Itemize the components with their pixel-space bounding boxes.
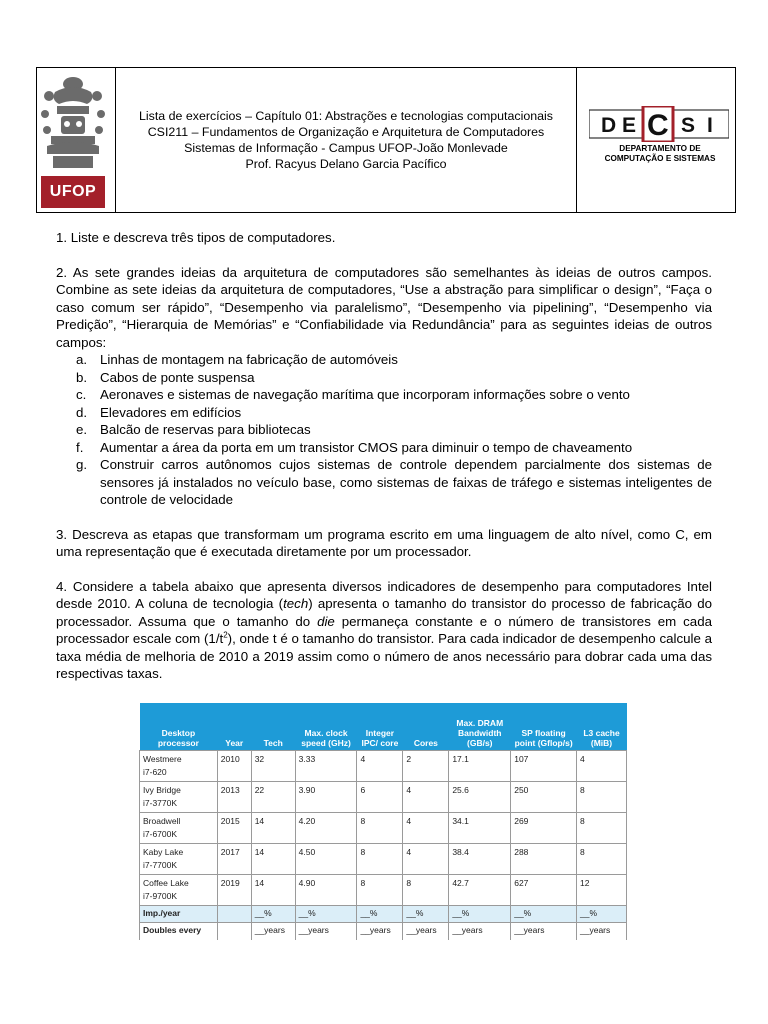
column-header: Max. clock speed (GHz) (295, 703, 357, 751)
header-line-3: Sistemas de Informação - Campus UFOP-João Monlevade (184, 141, 508, 155)
ufop-emblem-icon (41, 74, 105, 170)
table-header-row (140, 703, 627, 751)
table-cell: 2017 (217, 844, 251, 875)
list-item: g. Construir carros autônomos cujos sistemas de controle dependem parcialmente dos sistemas de sensores já instalados no veículo base, como sistemas de faixas de tráfego e sistemas inteligentes de controle de velocidade (76, 457, 712, 507)
table-cell: 3.33 (295, 751, 357, 782)
table-row (140, 751, 627, 782)
column-header: Year (217, 703, 251, 751)
processor-name-cell (140, 875, 218, 906)
answer-cell: __years (295, 923, 357, 940)
processor-family: Coffee Lake (143, 878, 189, 888)
table-cell: 14 (251, 844, 295, 875)
improvement-row (140, 906, 627, 923)
processor-table (139, 703, 627, 940)
table-cell: 8 (357, 813, 403, 844)
decsi-letter-i: I (707, 114, 713, 137)
table-cell: 627 (511, 875, 577, 906)
table-cell: 4 (403, 844, 449, 875)
processor-family: Kaby Lake (143, 847, 184, 857)
decsi-caption-line-1: DEPARTAMENTO DE (619, 144, 701, 153)
processor-name-cell (140, 844, 218, 875)
processor-model: i7-3770K (143, 798, 178, 808)
decsi-letter-c: C (647, 109, 669, 142)
answer-cell: __years (449, 923, 511, 940)
table-cell: 14 (251, 813, 295, 844)
header-line-4: Prof. Racyus Delano Garcia Pacífico (245, 157, 447, 171)
answer-cell (217, 906, 251, 923)
answer-cell: __years (357, 923, 403, 940)
question-2-items (56, 351, 712, 509)
answer-cell: __% (357, 906, 403, 923)
decsi-letter-d: D (601, 114, 617, 137)
table-cell: 2019 (217, 875, 251, 906)
processor-model: i7-7700K (143, 860, 178, 870)
processor-model: i7-9700K (143, 891, 178, 901)
table-cell: 17.1 (449, 751, 511, 782)
decsi-caption (587, 144, 733, 164)
answer-cell: __% (403, 906, 449, 923)
table-cell: 4 (403, 782, 449, 813)
table-cell: 25.6 (449, 782, 511, 813)
answer-cell: __% (251, 906, 295, 923)
ufop-label: UFOP (41, 176, 105, 208)
answer-cell: __years (577, 923, 627, 940)
table-row (140, 813, 627, 844)
ufop-logo (37, 68, 116, 212)
decsi-caption-line-2: COMPUTAÇÃO E SISTEMAS (604, 154, 716, 163)
table-cell: 8 (577, 813, 627, 844)
question-3: 3. Descreva as etapas que transformam um programa escrito em uma linguagem de alto nível, como C, em uma representação que é executada diretamente por um processador. (56, 526, 712, 559)
decsi-logo (577, 68, 735, 212)
table-cell: 4 (577, 751, 627, 782)
processor-family: Ivy Bridge (143, 785, 181, 795)
answer-cell: __years (403, 923, 449, 940)
table-cell: 32 (251, 751, 295, 782)
row-label: Imp./year (140, 906, 218, 923)
table-cell: 4 (357, 751, 403, 782)
decsi-wordmark-icon (589, 106, 729, 142)
table-cell: 2015 (217, 813, 251, 844)
header-line-2: CSI211 – Fundamentos de Organização e Arquitetura de Computadores (147, 125, 545, 139)
table-row (140, 875, 627, 906)
row-label: Doubles every (140, 923, 218, 940)
table-cell: 107 (511, 751, 577, 782)
processor-family: Broadwell (143, 816, 181, 826)
table-cell: 42.7 (449, 875, 511, 906)
question-4: 4. Considere a tabela abaixo que apresenta diversos indicadores de desempenho para computadores Intel desde 2010. A coluna de tecnologia (tech) apresenta o tamanho do transistor do processo de fabricação do processador. Assuma que o tamanho do die permaneça constante e o número de transistores em cada processador escale com $(1/t^2)$, onde t é o tamanho do transistor. Para cada indicador de desempenho calcule a taxa média de melhoria de 2010 a 2019 assim como o número de anos necessário para dobrar cada uma das respectivas taxas. (56, 578, 712, 681)
list-item: c. Aeronaves e sistemas de navegação marítima que incorporam informações sobre o vento (76, 387, 630, 402)
decsi-letter-s: S (681, 114, 696, 137)
decsi-letter-e: E (622, 114, 637, 137)
processor-family: Westmere (143, 754, 182, 764)
question-1: 1. Liste e descreva três tipos de computadores. (56, 230, 336, 245)
table-cell: 38.4 (449, 844, 511, 875)
list-item: d. Elevadores em edifícios (76, 404, 242, 420)
table-cell: 34.1 (449, 813, 511, 844)
table-cell: 14 (251, 875, 295, 906)
list-item: f. Aumentar a área da porta em um transistor CMOS para diminuir o tempo de chaveamento (76, 439, 633, 455)
processor-name-cell (140, 751, 218, 782)
table-cell: 8 (357, 875, 403, 906)
table-cell: 250 (511, 782, 577, 813)
question-2-intro: 2. As sete grandes ideias da arquitetura de computadores são semelhantes às ideias de outros campos. Combine as sete ideias da arquitetura de computadores, “Use a abstração para simplificar o design”, “Faça o caso comum ser rápido”, “Desempenho via paralelismo”, “Desempenho via pipelining”, “Desempenho via Predição”, “Hierarquia de Memórias” e “Confiabilidade via Redundância” para as seguintes ideias de outros campos: (56, 264, 712, 350)
column-header: Desktop processor (140, 703, 218, 751)
table-cell: 4.90 (295, 875, 357, 906)
table-cell: 12 (577, 875, 627, 906)
table-cell: 269 (511, 813, 577, 844)
table-row (140, 844, 627, 875)
exercise-list (56, 229, 712, 700)
answer-cell (217, 923, 251, 940)
table-cell: 2 (403, 751, 449, 782)
table-cell: 8 (577, 782, 627, 813)
table-cell: 3.90 (295, 782, 357, 813)
column-header: SP floating point (Gflop/s) (511, 703, 577, 751)
table-cell: 8 (577, 844, 627, 875)
table-cell: 288 (511, 844, 577, 875)
processor-name-cell (140, 813, 218, 844)
table-cell: 4 (403, 813, 449, 844)
document-header (36, 67, 736, 213)
table-cell: 8 (357, 844, 403, 875)
answer-cell: __% (449, 906, 511, 923)
column-header: L3 cache (MiB) (577, 703, 627, 751)
answer-cell: __% (577, 906, 627, 923)
answer-cell: __% (295, 906, 357, 923)
column-header: Tech (251, 703, 295, 751)
doubling-row (140, 923, 627, 940)
table-cell: 22 (251, 782, 295, 813)
answer-cell: __% (511, 906, 577, 923)
column-header: Max. DRAM Bandwidth (GB/s) (449, 703, 511, 751)
processor-name-cell (140, 782, 218, 813)
header-title-block (116, 68, 577, 212)
table-cell: 2010 (217, 751, 251, 782)
table-cell: 8 (403, 875, 449, 906)
column-header: Integer IPC/ core (357, 703, 403, 751)
table-cell: 4.20 (295, 813, 357, 844)
processor-model: i7-6700K (143, 829, 178, 839)
header-line-1: Lista de exercícios – Capítulo 01: Abstrações e tecnologias computacionais (139, 109, 553, 123)
table-cell: 2013 (217, 782, 251, 813)
list-item: b. Cabos de ponte suspensa (76, 369, 255, 385)
answer-cell: __years (511, 923, 577, 940)
table-row (140, 782, 627, 813)
processor-model: i7-620 (143, 767, 167, 777)
answer-cell: __years (251, 923, 295, 940)
table-cell: 4.50 (295, 844, 357, 875)
column-header: Cores (403, 703, 449, 751)
table-cell: 6 (357, 782, 403, 813)
list-item: a. Linhas de montagem na fabricação de automóveis (76, 352, 398, 367)
list-item: e. Balcão de reservas para bibliotecas (76, 422, 311, 437)
